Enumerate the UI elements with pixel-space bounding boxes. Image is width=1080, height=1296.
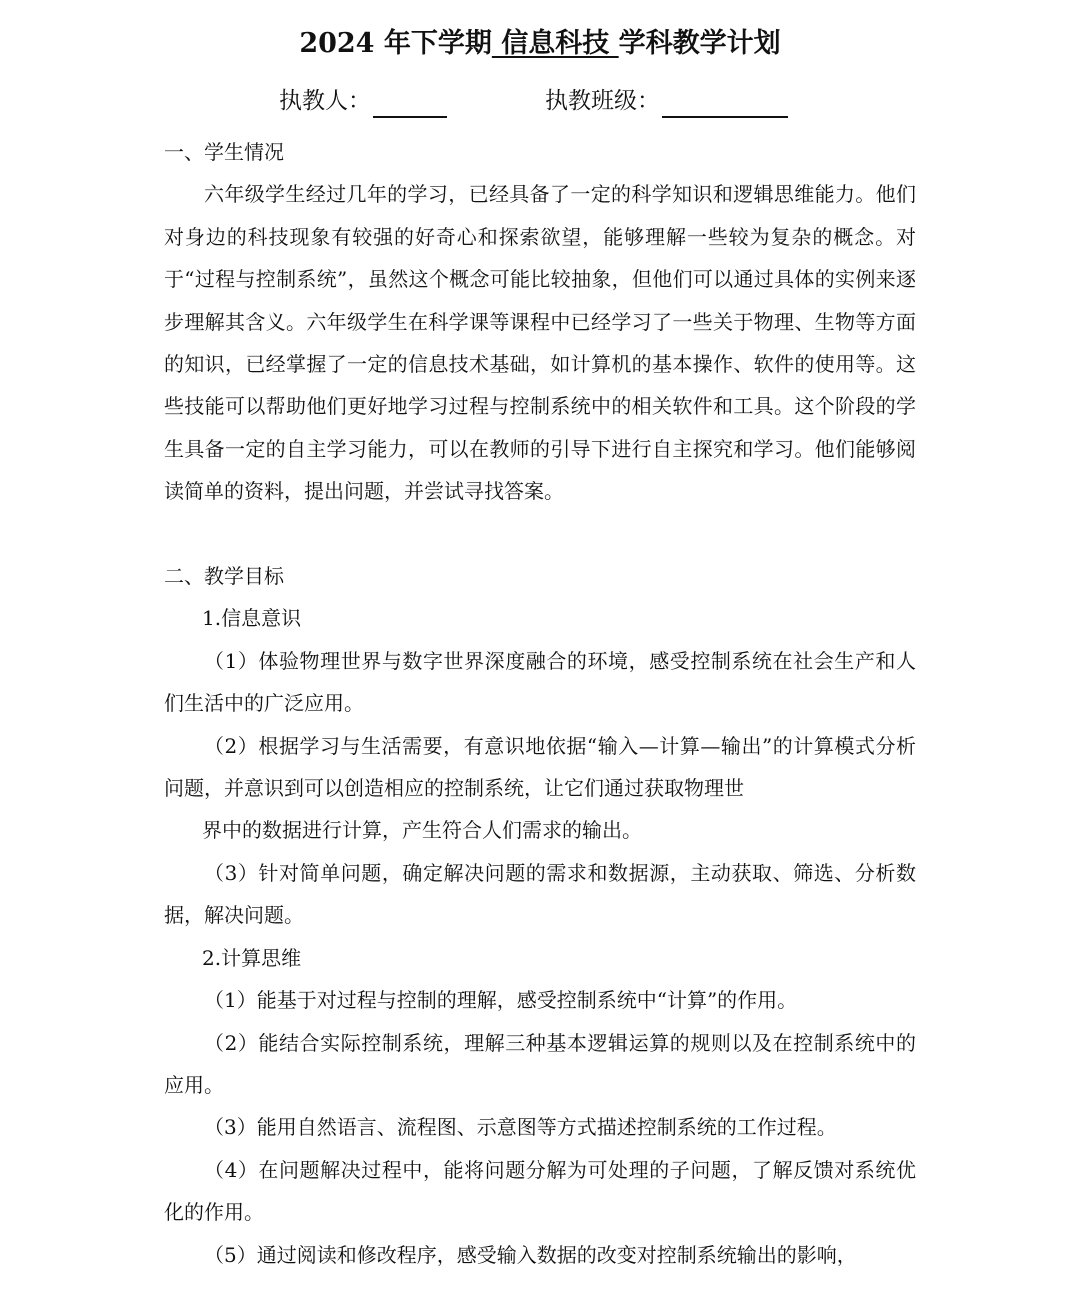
goal-item: （2）能结合实际控制系统，理解三种基本逻辑运算的规则以及在控制系统中的应用。	[164, 1030, 916, 1097]
goal-item: （1）体验物理世界与数字世界深度融合的环境，感受控制系统在社会生产和人们生活中的广泛应用。	[164, 648, 916, 716]
section-heading-students: 一、学生情况	[164, 140, 284, 164]
subheading-computational-thinking: 2.计算思维	[202, 945, 302, 970]
goal-item: （5）通过阅读和修改程序，感受输入数据的改变对控制系统输出的影响，	[204, 1242, 857, 1267]
teacher-blank	[373, 90, 447, 118]
section-spacer	[164, 513, 916, 555]
students-paragraph: 六年级学生经过几年的学习，已经具备了一定的科学知识和逻辑思维能力。他们对身边的科技现象有较强的好奇心和探索欲望，能够理解一些较为复杂的概念。对于“过程与控制系统”，虽然这个概念可能比较抽象，但他们可以通过具体的实例来逐步理解其含义。六年级学生在科学课等课程中已经学习了一些关于物理、生物等方面的知识，已经掌握了一定的信息技术基础，如计算机的基本操作、软件的使用等。这些技能可以帮助他们更好地学习过程与控制系统中的相关软件和工具。这个阶段的学生具备一定的自主学习能力，可以在教师的引导下进行自主探究和学习。他们能够阅读简单的资料，提出问题，并尝试寻找答案。	[164, 182, 916, 504]
subheading-info-awareness: 1.信息意识	[202, 606, 302, 631]
goal-item: （3）能用自然语言、流程图、示意图等方式描述控制系统的工作过程。	[204, 1115, 837, 1140]
teacher-label: 执教人：	[279, 88, 371, 114]
title-prefix: 2024 年下学期	[299, 28, 492, 59]
goal-item-continuation: 界中的数据进行计算，产生符合人们需求的输出。	[202, 818, 642, 843]
goal-item: （2）根据学习与生活需要，有意识地依据“输入—计算—输出”的计算模式分析问题，并意识到可以创造相应的控制系统，让它们通过获取物理世	[164, 733, 916, 801]
title-suffix: 学科教学计划	[618, 28, 781, 59]
goal-item: （3）针对简单问题，确定解决问题的需求和数据源，主动获取、筛选、分析数据，解决问题。	[164, 860, 916, 928]
title-subject: 信息科技	[491, 28, 619, 59]
document-body	[164, 131, 916, 1276]
class-blank	[662, 90, 788, 118]
document-title	[0, 26, 1080, 62]
section-heading-goals: 二、教学目标	[164, 564, 284, 589]
goal-item: （1）能基于对过程与控制的理解，感受控制系统中“计算”的作用。	[204, 988, 798, 1013]
teacher-field	[279, 84, 447, 118]
goal-item: （4）在问题解决过程中，能将问题分解为可处理的子问题，了解反馈对系统优化的作用。	[164, 1157, 916, 1225]
class-field	[545, 84, 788, 118]
class-label: 执教班级：	[545, 88, 660, 114]
